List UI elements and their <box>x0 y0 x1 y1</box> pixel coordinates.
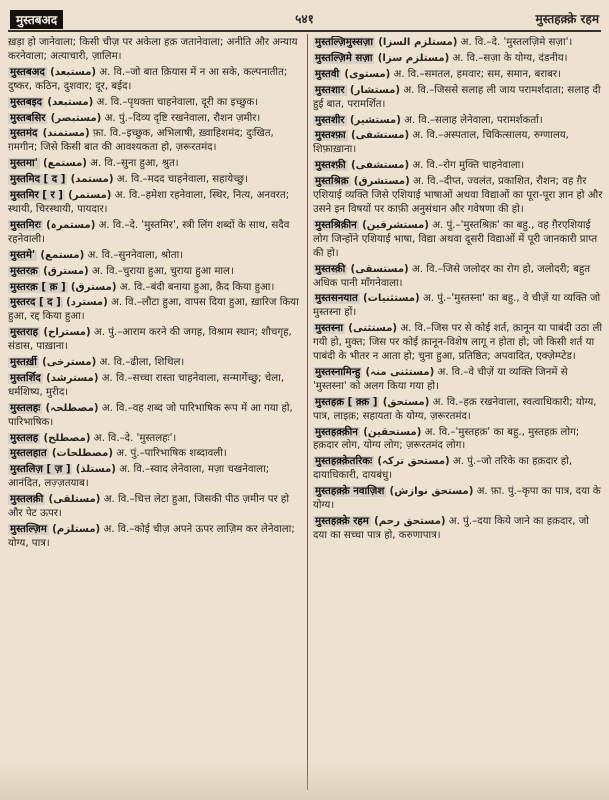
right-running-head: मुस्तहक़्क़े रहम <box>535 12 599 26</box>
right-column <box>313 36 603 794</box>
entry-headword: मुस्तबअद <box>10 66 45 78</box>
dictionary-entry <box>313 84 603 112</box>
dictionary-entry <box>313 426 603 454</box>
dictionary-entry <box>8 189 303 217</box>
dictionary-entry <box>8 402 303 430</box>
entry-urdu-script: (مستسقی) <box>350 263 409 275</box>
dictionary-entry <box>8 447 303 461</box>
dictionary-entry <box>8 463 303 491</box>
entry-urdu-script: (مستمند) <box>42 128 90 140</box>
entry-urdu-script: (مستشفی) <box>350 160 410 172</box>
dictionary-entry <box>8 96 303 110</box>
entry-headword: मुस्तल्ज़िमुस्सज़ा <box>315 37 373 48</box>
entry-headword: मुस्तश्फ़ा <box>315 130 346 142</box>
entry-definition: अ. वि.–जिस पर से कोई शर्त, क़ानून या पाबंदी उठा ली गयी हो, मुक्त; जिस पर कोई क़ानून-विशेष लागू न होता हो; जो किसी शर्त या पाबंदी के भीतर न आता हो; चुना हुआ, प्रतिष्ठित; अपवादित, एक्ज़ेम्प्टेड। <box>313 323 603 363</box>
left-running-head: मुस्तबअद <box>10 10 63 29</box>
entry-urdu-script: (مسترق) <box>70 281 117 293</box>
entry-urdu-script: (مصطلح) <box>43 432 91 444</box>
entry-headword: मुस्तस्ना <box>315 323 344 335</box>
dictionary-entry <box>313 175 603 217</box>
entry-definition: अ. वि.–लौटा हुआ, वापस दिया हुआ, ख़ारिज किया हुआ, रद्द किया हुआ। <box>8 297 299 323</box>
entry-urdu-script: (مصطلحات) <box>51 448 114 460</box>
entry-headword: मुस्तलहः <box>10 402 41 414</box>
entry-urdu-script: (مستوی) <box>344 68 391 80</box>
entry-definition: अ. वि.–सलाह लेनेवाला, परामर्शकर्ता। <box>404 114 543 126</box>
page-number: ५४१ <box>295 12 314 26</box>
entry-definition: अ. पुं.–दया किये जाने का हक़दार, जो दया का सच्चा पात्र हो, करुणापात्र। <box>313 516 589 541</box>
entry-definition: अ. वि.–समतल, हमवार; सम, समान, बराबर। <box>393 68 561 80</box>
entry-headword: मुस्तस्नामिन्हु <box>315 366 361 378</box>
entry-definition: अ. वि.–सुना हुआ, श्रुत। <box>90 158 179 170</box>
entry-urdu-script: (مستحق رحم) <box>374 516 446 527</box>
dictionary-entry <box>8 356 303 370</box>
entry-headword: मुस्तमिर [ र ] <box>10 190 63 202</box>
entry-headword: मुस्तर्ख़ी <box>10 357 37 369</box>
entry-definition: अ. वि.–रोग मुक्ति चाहनेवाला। <box>412 160 525 172</box>
page-header <box>10 8 599 28</box>
entry-urdu-script: (مستحق نوازش) <box>389 486 474 498</box>
entry-urdu-script: (مصطلحہ) <box>45 402 99 414</box>
entry-urdu-script: (مستشفی) <box>350 130 410 142</box>
entry-definition: अ. वि.–वे चीज़ें या व्यक्ति जिनमें से 'मुस्तस्ना' को अलग किया गया हो। <box>313 366 568 392</box>
entry-headword: मुस्तलक़ी <box>10 494 44 506</box>
entry-definition: अ. वि.–जिससे सलाह ली जाय परामर्शदाता; सलाह दी हुई बात, परामर्शित। <box>313 84 601 110</box>
entry-definition: अ. पुं.–दिव्य दृष्टि रखनेवाला, रौशन ज़मीर। <box>104 112 261 124</box>
entry-headword: मुस्तवी <box>315 68 340 80</box>
entry-urdu-script: (مستثنی) <box>348 323 398 335</box>
dictionary-entry <box>8 432 303 446</box>
dictionary-entry <box>8 219 303 247</box>
entry-urdu-script: (مستمد) <box>70 174 114 186</box>
dictionary-entry <box>313 263 603 291</box>
entry-definition: अ. पुं.–जो तरिके का हक़दार हो, दायाधिकारी, दायबंधु। <box>313 456 573 482</box>
entry-headword: मुस्तश्फ़ी <box>315 160 346 172</box>
entry-definition: फ़ा. वि.–इच्छुक, अभिलाषी, ख़्वाहिशमंद; दुःखित, ग़मगीन; जिसे किसी बात की आवश्यकता हो, ज़रूरतमंद। <box>8 128 274 154</box>
entry-definition: अ. वि.–चित्त लेटा हुआ, जिसकी पीठ ज़मीन पर हो और पेट ऊपर। <box>8 494 289 520</box>
left-column <box>8 36 303 794</box>
dictionary-entry <box>8 36 303 64</box>
dictionary-entry <box>313 485 603 513</box>
entry-definition: अ. पुं.–आराम करने की जगह, विश्राम स्थान; शौचगृह, संडास, पाख़ाना। <box>8 327 292 353</box>
dictionary-entry <box>313 515 603 543</box>
dictionary-entry <box>8 372 303 400</box>
dictionary-entry <box>313 292 603 320</box>
entry-urdu-script: (مستلزم سزا) <box>377 52 450 64</box>
entry-urdu-script: (مستبعد) <box>47 96 94 108</box>
entry-headword: मुस्तहक़्क़ीन <box>315 426 358 438</box>
entry-urdu-script: (مستراح) <box>43 327 91 339</box>
entry-headword: मुस्तमा' <box>10 158 38 170</box>
entry-definition: अ. वि.–दे. 'मुस्तलहः'। <box>93 432 177 444</box>
entry-definition: अ. वि.–वह शब्द जो पारिभाषिक रूप में आ गया हो, पारिभाषिक। <box>8 402 293 428</box>
entry-definition: अ. वि.–जिसे जलोदर का रोग हो, जलोदरी; बहुत अधिक पानी माँगनेवाला। <box>313 263 591 289</box>
entry-headword: मुस्तमिरः <box>10 219 41 231</box>
entry-definition: अ. पुं.–'मुस्तश्रिक़' का बहु., वह ग़ैरएशियाई लोग जिन्होंने एशियाई भाषा, विद्या अथवा दूसरी विद्याओं में पूरी जानकारी प्राप्त की हो। <box>313 219 598 259</box>
entry-headword: मुस्तहक़्क़ेतरिकः <box>315 456 373 468</box>
entry-definition: ख़ड़ा हो जानेवाला; किसी चीज़ पर अकेला हक़ जतानेवाला; अनीति और अन्याय करनेवाला; अत्याचारी, ज़ालिम। <box>8 37 298 62</box>
dictionary-entry <box>8 296 303 324</box>
entry-definition: अ. वि.–दीप्त, ज्वलंत, प्रकाशित, रौशन; वह ग़ैर एशियाई व्यक्ति जिसे एशियाई भाषाओं अथवा विद्याओं का पूरा-पूरा ज्ञान हो और उसने इन विषयों पर काफ़ी अनुसंधान और गवेषणा की हो। <box>313 176 603 215</box>
entry-urdu-script: (مستثنیات) <box>363 293 420 305</box>
entry-headword: मुस्तमंद <box>10 128 38 140</box>
entry-definition: अ. वि.–बंदी बनाया हुआ, क़ैद किया हुआ। <box>119 281 275 293</box>
entry-headword: मुस्तबइद <box>10 96 43 108</box>
entry-urdu-script: (مستشیر) <box>349 114 401 126</box>
entry-headword: मुस्तशार <box>315 84 345 96</box>
entry-definition: अ. वि.–हमेशा रहनेवाला, स्थिर, नित्य, अनवरत; स्थायी, चिरस्थायी, पायदार। <box>8 190 290 215</box>
entry-headword: मुस्तल्ज़िमे सज़ा <box>315 52 373 64</box>
entry-definition: अ. वि.–चुराया हुआ, चुराया हुआ माल। <box>91 265 234 277</box>
dictionary-entry <box>8 265 303 279</box>
entry-urdu-script: (مسترخی) <box>42 357 97 369</box>
entry-urdu-script: (مستشرقین) <box>362 219 429 231</box>
entry-urdu-script: (مستثنی منہ) <box>365 366 435 378</box>
entry-urdu-script: (مستلزم السزا) <box>378 37 458 48</box>
dictionary-entry <box>313 129 603 157</box>
dictionary-entry <box>313 455 603 483</box>
dictionary-entry <box>313 159 603 173</box>
dictionary-entry <box>313 114 603 128</box>
entry-definition: अ. वि.–सुननेवाला, श्रोता। <box>87 249 184 261</box>
dictionary-entry <box>8 127 303 155</box>
entry-definition: अ. वि.–स्वाद लेनेवाला, मज़ा चखनेवाला; आनंदित, लज़्ज़तयाब। <box>8 464 270 490</box>
header-rule <box>8 30 601 32</box>
entry-definition: अ. वि.–ढीला, शिथिल। <box>99 357 185 369</box>
entry-urdu-script: (مستبعد) <box>50 66 97 78</box>
dictionary-entry <box>8 173 303 187</box>
entry-urdu-script: (مسترشد) <box>46 372 99 384</box>
entry-headword: मुस्तश्रिक़ीन <box>315 219 357 231</box>
entry-headword: मुस्तलिज़ [ ज़ ] <box>10 464 71 476</box>
dictionary-entry <box>8 249 303 263</box>
entry-urdu-script: (مستمر) <box>68 190 112 202</box>
entry-definition: अ. वि.–'मुस्तहक़' का बहु., मुस्तहक़ लोग; हक़दार लोग, योग्य लोग; ज़रूरतमंद लोग। <box>313 426 580 452</box>
entry-definition: अ. वि.–कोई चीज़ अपने ऊपर लाज़िम कर लेनेवाला; योग्य, पात्र। <box>8 524 295 549</box>
dictionary-entry <box>8 326 303 354</box>
entry-urdu-script: (مسترق) <box>43 265 89 277</box>
entry-urdu-script: (مستحق ترکہ) <box>377 456 450 468</box>
entry-headword: मुस्तरक़ [ क़ ] <box>10 281 66 293</box>
dictionary-entry <box>8 66 303 94</box>
entry-headword: मुस्तहक़ [ क़्क़ ] <box>315 396 378 408</box>
entry-definition: अ. वि.–दे. 'मुस्तमिर', स्त्री लिंग शब्दों के साथ, सदैव रहनेवाली। <box>8 219 290 245</box>
dictionary-entry <box>8 112 303 126</box>
dictionary-entry <box>313 36 603 50</box>
entry-headword: मुस्तरक़ <box>10 265 38 277</box>
column-divider <box>307 34 308 790</box>
entry-headword: मुस्तसनयात <box>315 293 358 305</box>
entry-urdu-script: (مستلزم) <box>52 524 101 535</box>
entry-headword: मुस्तल्ज़िम <box>10 524 47 535</box>
entry-urdu-script: (مستمع) <box>42 158 87 170</box>
entry-urdu-script: (مستبصر) <box>50 112 102 124</box>
entry-definition: अ. वि.–जो बात क़ियास में न आ सके, कल्पनातीत; दुष्कर, कठिन, दुशवार; दूर, बईद। <box>8 66 288 92</box>
entry-urdu-script: (مستمرہ) <box>46 219 96 231</box>
entry-headword: मुस्तस्क़ी <box>315 263 346 275</box>
entry-urdu-script: (مستلذ) <box>75 464 116 476</box>
entry-definition: अ. वि.–हक़ रखनेवाला, स्वत्वाधिकारी; योग्य, पात्र, लाइक़; सहायता के योग्य, ज़रूरतमंद। <box>313 396 597 422</box>
dictionary-entry <box>8 157 303 171</box>
entry-headword: मुस्तमिद [ द ] <box>10 174 66 186</box>
dictionary-entry <box>313 68 603 82</box>
entry-definition: अ. पुं.–'मुस्तस्ना' का बहु., वे चीज़ें या व्यक्ति जो मुस्तस्ना हों। <box>313 293 601 319</box>
entry-urdu-script: (مستلقی) <box>48 494 101 506</box>
entry-headword: मुस्तमे' <box>10 249 36 261</box>
dictionary-entry <box>8 493 303 521</box>
entry-definition: अ. वि.–अस्पताल, चिकित्सालय, रुग्णालय, शिफ़ाख़ाना। <box>313 130 569 156</box>
entry-headword: मुस्तरद [ द ] <box>10 297 61 309</box>
entry-headword: मुस्तराह <box>10 327 39 339</box>
dictionary-entry <box>313 322 603 364</box>
entry-urdu-script: (مستشار) <box>349 84 401 96</box>
entry-headword: मुस्तबसिर <box>10 112 46 124</box>
entry-definition: अ. फ़ा. पुं.–कृपा का पात्र, दया के योग्य। <box>313 486 601 512</box>
entry-urdu-script: (مستحقین) <box>363 426 422 438</box>
entry-headword: मुस्तशीर <box>315 114 345 126</box>
entry-urdu-script: (مستشرق) <box>353 176 410 188</box>
dictionary-entry <box>313 52 603 66</box>
dictionary-entry <box>8 281 303 295</box>
entry-headword: मुस्तहक़्क़े रहम <box>315 516 369 527</box>
entry-definition: अ. पुं.–पारिभाषिक शब्दावली। <box>116 448 227 460</box>
entry-definition: अ. वि.–दे. 'मुस्तलज़िमे सज़ा'। <box>460 37 573 48</box>
entry-urdu-script: (مسترد) <box>66 297 108 309</box>
entry-headword: मुस्तर्शिद <box>10 372 41 384</box>
dictionary-entry <box>313 219 603 261</box>
entry-urdu-script: (مستحق) <box>382 396 430 408</box>
entry-headword: मुस्तलह <box>10 432 39 444</box>
entry-headword: मुस्तहक़्क़े नवाज़िश <box>315 486 385 498</box>
entry-headword: मुस्तलहात <box>10 448 47 460</box>
entry-definition: अ. वि.–सच्चा रास्ता चाहनेवाला, सन्मार्गेच्छु; चेला, धर्मशिष्य, मुरीद। <box>8 372 285 398</box>
entry-definition: अ. वि.–पृथक्ता चाहनेवाला, दूरी का इच्छुक। <box>96 96 259 108</box>
entry-headword: मुस्तश्रिक़ <box>315 176 349 188</box>
entry-definition: अ. वि.–मदद चाहनेवाला, सहायेच्छु। <box>116 174 248 186</box>
dictionary-entry <box>313 396 603 424</box>
dictionary-entry <box>8 523 303 551</box>
entry-urdu-script: (مستمع) <box>40 249 85 261</box>
entry-definition: अ. वि.–सज़ा के योग्य, दंडनीय। <box>452 52 568 64</box>
dictionary-entry <box>313 366 603 394</box>
